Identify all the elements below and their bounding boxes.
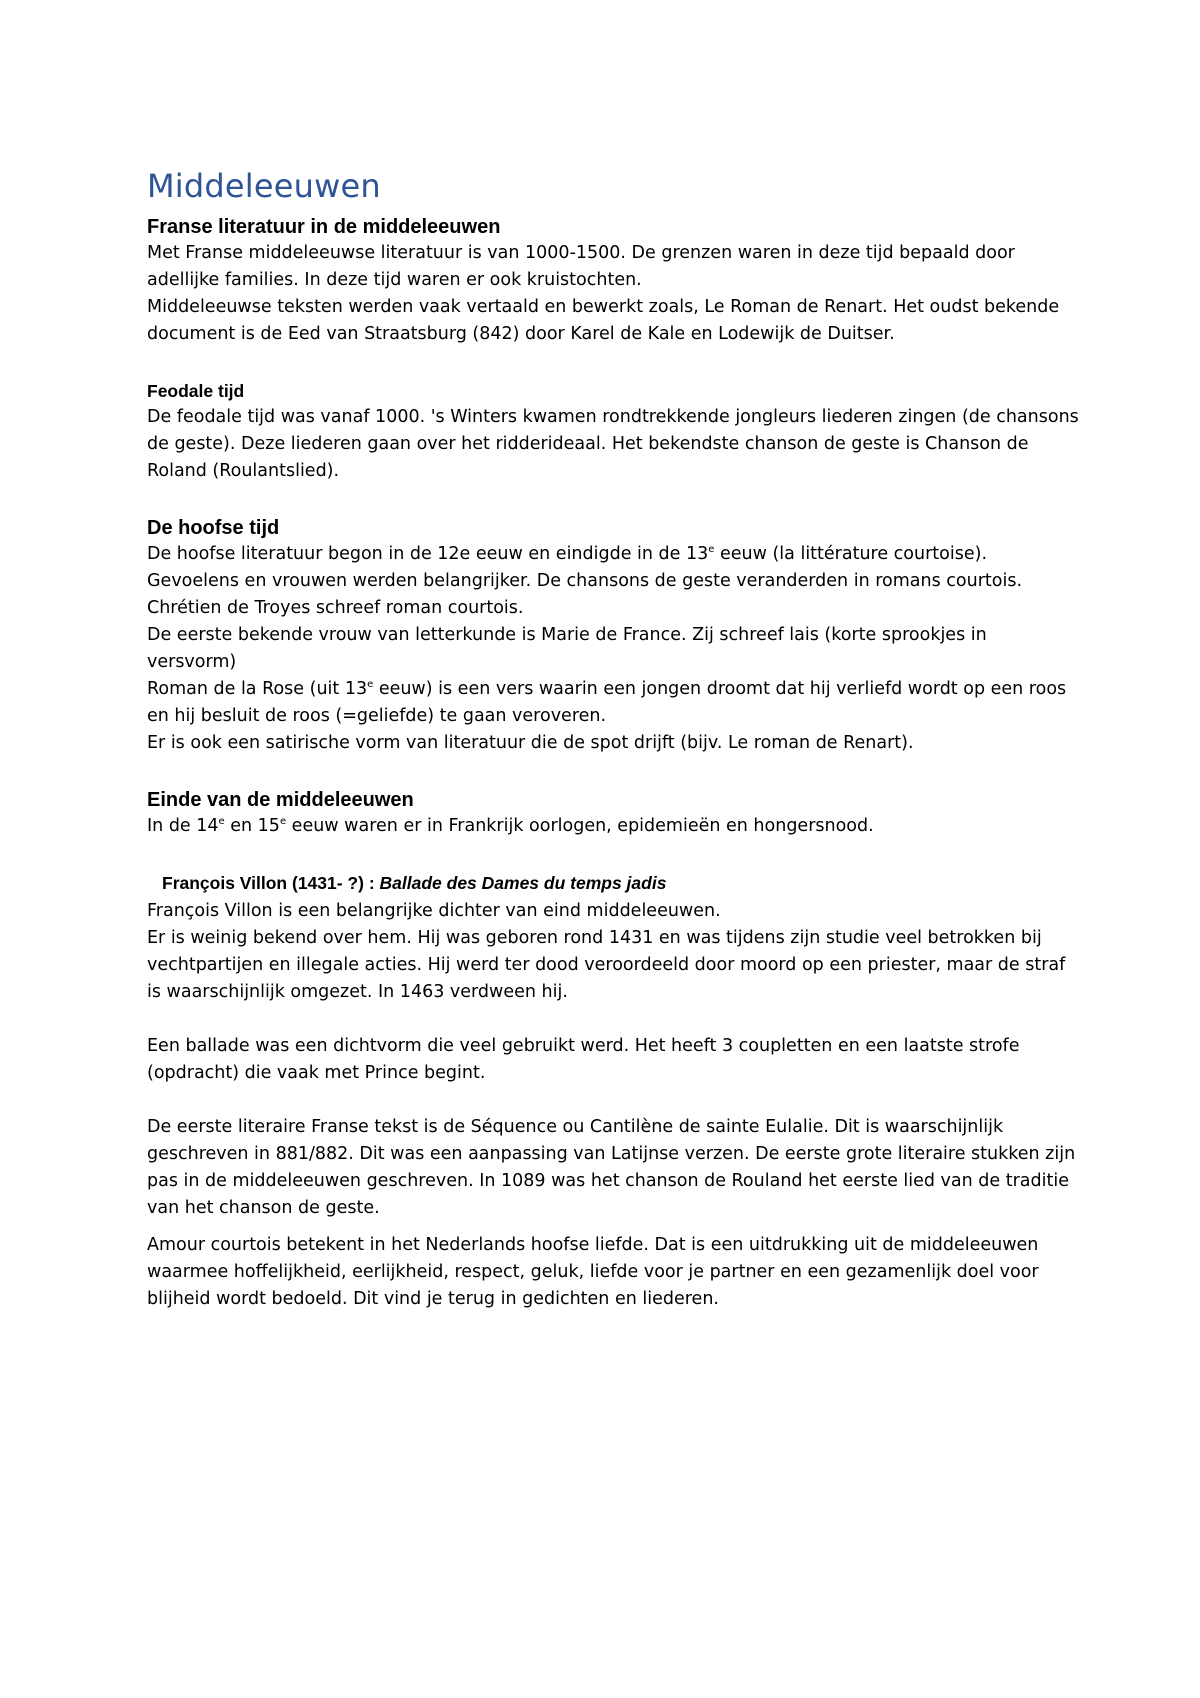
paragraph-hoofse-1: De hoofse literatuur begon in de 12e eeuw en eindigde in de 13e eeuw (la littérature courtoise). bbox=[147, 544, 988, 564]
paragraph-feodale: De feodale tijd was vanaf 1000. 's Winters kwamen rondtrekkende jongleurs liederen zingen (de chansons de geste). Deze liederen gaan over het ridderideaal. Het bekendste chanson de geste is Chanson de Roland (Roulantslied). bbox=[147, 407, 1079, 481]
paragraph-hoofse-2: Gevoelens en vrouwen werden belangrijker. De chansons de geste veranderden in romans courtois. bbox=[147, 571, 1023, 591]
paragraph-ballade: Een ballade was een dichtvorm die veel gebruikt werd. Het heeft 3 coupletten en een laatste strofe (opdracht) die vaak met Prince begint. bbox=[147, 1036, 1020, 1083]
paragraph-villon-1: François Villon is een belangrijke dichter van eind middeleeuwen. bbox=[147, 901, 721, 921]
paragraph-hoofse-6: Er is ook een satirische vorm van literatuur die de spot drijft (bijv. Le roman de Renart). bbox=[147, 733, 914, 753]
document-title: Middeleeuwen bbox=[147, 167, 381, 205]
section-heading-franse-literatuur: Franse literatuur in de middeleeuwen bbox=[147, 216, 501, 238]
paragraph-einde: In de 14e en 15e eeuw waren er in Frankrijk oorlogen, epidemieën en hongersnood. bbox=[147, 816, 874, 836]
paragraph-villon-2: Er is weinig bekend over hem. Hij was geboren rond 1431 en was tijdens zijn studie veel betrokken bij vechtpartijen en illegale acties. Hij werd ter dood veroordeeld door moord op een priester, maar de straf is waarschijnlijk omgezet. In 1463 verdween hij. bbox=[147, 928, 1066, 1002]
section-heading-hoofse-tijd: De hoofse tijd bbox=[147, 517, 280, 539]
section-heading-einde: Einde van de middeleeuwen bbox=[147, 789, 414, 811]
paragraph-intro-1: Met Franse middeleeuwse literatuur is van 1000-1500. De grenzen waren in deze tijd bepaald door adellijke families. In deze tijd waren er ook kruistochten. bbox=[147, 243, 1015, 290]
paragraph-amour-courtois: Amour courtois betekent in het Nederlands hoofse liefde. Dat is een uitdrukking uit de middeleeuwen waarmee hoffelijkheid, eerlijkheid, respect, geluk, liefde voor je partner en een gezamenlijk doel voor blijheid wordt bedoeld. Dit vind je terug in gedichten en liederen. bbox=[147, 1235, 1039, 1309]
paragraph-eerste-tekst: De eerste literaire Franse tekst is de Séquence ou Cantilène de sainte Eulalie. Dit is waarschijnlijk geschreven in 881/882. Dit was een aanpassing van Latijnse verzen. De eerste grote literaire stukken zijn pas in de middeleeuwen geschreven. In 1089 was het chanson de Rouland het eerste lied van de traditie van het chanson de geste. bbox=[147, 1117, 1076, 1218]
section-heading-feodale-tijd: Feodale tijd bbox=[147, 381, 245, 401]
paragraph-hoofse-5: Roman de la Rose (uit 13e eeuw) is een vers waarin een jongen droomt dat hij verliefd wordt op een roos en hij besluit de roos (=geliefde) te gaan veroveren. bbox=[147, 679, 1067, 726]
paragraph-hoofse-4: De eerste bekende vrouw van letterkunde is Marie de France. Zij schreef lais (korte sprookjes in versvorm) bbox=[147, 625, 987, 672]
villon-heading: François Villon (1431- ?) : Ballade des Dames du temps jadis bbox=[162, 873, 667, 893]
paragraph-hoofse-3: Chrétien de Troyes schreef roman courtois. bbox=[147, 598, 524, 618]
paragraph-intro-2: Middeleeuwse teksten werden vaak vertaald en bewerkt zoals, Le Roman de Renart. Het oudst bekende document is de Eed van Straatsburg (842) door Karel de Kale en Lodewijk de Duitser. bbox=[147, 297, 1060, 344]
